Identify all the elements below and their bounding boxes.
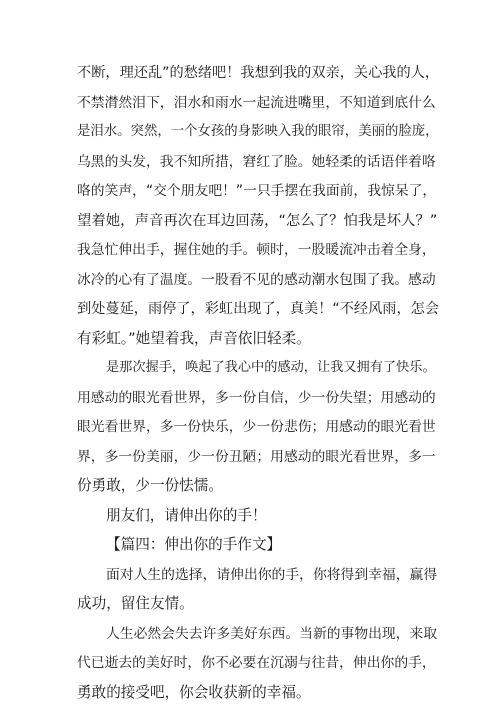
text-line: 份勇敢，少一份怯懦。 — [77, 477, 223, 494]
text-line: 有彩虹。”她望着我，声音依旧轻柔。 — [77, 330, 311, 347]
text-line: 代已逝去的美好时，你不必要在沉溺与往昔，伸出你的手， — [77, 655, 436, 671]
text-line: 眼光看世界，多一份快乐，少一份悲伤；用感动的眼光看世 — [77, 419, 436, 435]
paragraph-first-line: 面对人生的选择，请伸出你的手，你将得到幸福，赢得 — [106, 567, 438, 583]
text-line: 到处蔓延，雨停了，彩虹出现了，真美！“不经风雨，怎会 — [77, 301, 440, 317]
text-line: 用感动的眼光看世界，多一份自信，少一份失望；用感动的 — [77, 390, 436, 406]
text-line: 冰冷的心有了温度。一股看不见的感动潮水包围了我。感动 — [77, 272, 436, 288]
paragraph-first-line: 朋友们，请伸出你的手！ — [106, 507, 267, 524]
text-line: 不禁潸然泪下，泪水和雨水一起流进嘴里，不知道到底什么 — [77, 95, 436, 111]
text-line: 成功，留住友情。 — [77, 595, 194, 612]
text-line: 是泪水。突然，一个女孩的身影映入我的眼帘，美丽的脸庞， — [77, 124, 439, 139]
text-line: 我急忙伸出手，握住她的手。顿时，一股暖流冲击着全身， — [77, 242, 436, 258]
text-line: 咯的笑声，“交个朋友吧！”一只手摆在我面前，我惊呆了， — [77, 183, 437, 199]
text-line: 望着她，声音再次在耳边回荡，“怎么了？怕我是坏人？” — [77, 213, 438, 229]
paragraph-first-line: 人生必然会失去许多美好东西。当新的事物出现，来取 — [106, 626, 438, 642]
section-heading: 【篇四：伸出你的手作文】 — [106, 536, 282, 553]
text-line: 界，多一份美丽，少一份丑陋；用感动的眼光看世界，多一 — [77, 449, 436, 465]
text-line: 勇敢的接受吧，你会收获新的幸福。 — [77, 684, 311, 701]
text-line: 乌黑的头发，我不知所措，窘红了脸。她轻柔的话语伴着咯 — [77, 154, 436, 170]
paragraph-first-line: 是那次握手，唤起了我心中的感动，让我又拥有了快乐。 — [106, 360, 436, 375]
text-line: 不断，理还乱”的愁绪吧！我想到我的双亲，关心我的人， — [77, 65, 440, 81]
